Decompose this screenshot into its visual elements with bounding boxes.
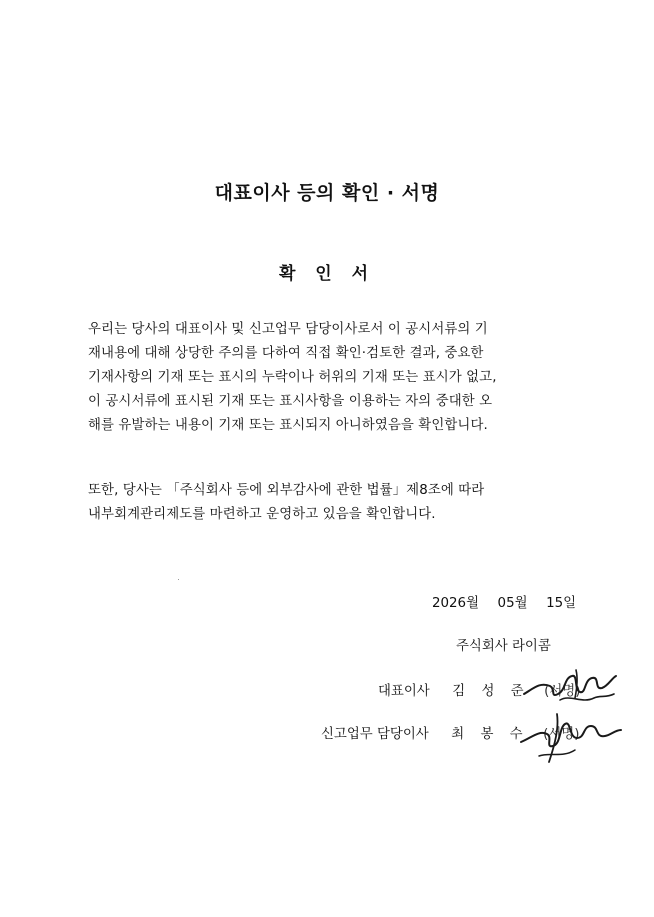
paragraph-line: 이 공시서류에 표시된 기재 또는 표시사항을 이용하는 자의 중대한 오 — [88, 394, 493, 409]
signer-name: 최 봉 수 — [451, 727, 529, 742]
date-month: 05월 — [497, 596, 528, 611]
paragraph-line: 내부회계관리제도를 마련하고 운영하고 있음을 확인합니다. — [88, 507, 436, 522]
date-year: 2026월 — [432, 596, 480, 611]
paragraph-line: 우리는 당사의 대표이사 및 신고업무 담당이사로서 이 공시서류의 기 — [88, 322, 488, 337]
paragraph-line: 해를 유발하는 내용이 기재 또는 표시되지 아니하였음을 확인합니다. — [88, 418, 488, 433]
document-subtitle: 확 인 서 — [278, 264, 376, 284]
signature-placeholder: (서명) — [543, 727, 580, 742]
paragraph-line: 또한, 당사는 「주식회사 등에 외부감사에 관한 법률」제8조에 따라 — [88, 483, 485, 498]
paragraph-line: 재내용에 대해 상당한 주의를 다하여 직접 확인·검토한 결과, 중요한 — [88, 346, 484, 361]
signing-date — [432, 592, 577, 611]
signature-placeholder: (서명) — [544, 684, 581, 699]
signer-role: 신고업무 담당이사 — [321, 727, 429, 742]
scan-speck — [178, 579, 179, 580]
company-name: 주식회사 라이콤 — [456, 639, 551, 654]
paragraph-line: 기재사항의 기재 또는 표시의 누락이나 허위의 기재 또는 표시가 없고, — [88, 370, 497, 385]
signer-role: 대표이사 — [378, 684, 430, 699]
signer-row-ceo — [378, 680, 580, 699]
confirmation-paragraph — [88, 318, 578, 438]
document-title: 대표이사 등의 확인 · 서명 — [214, 182, 440, 204]
date-day: 15일 — [546, 596, 577, 611]
signer-row-disclosure-officer — [321, 723, 579, 742]
internal-control-paragraph — [88, 479, 578, 527]
signer-name: 김 성 준 — [452, 684, 530, 699]
